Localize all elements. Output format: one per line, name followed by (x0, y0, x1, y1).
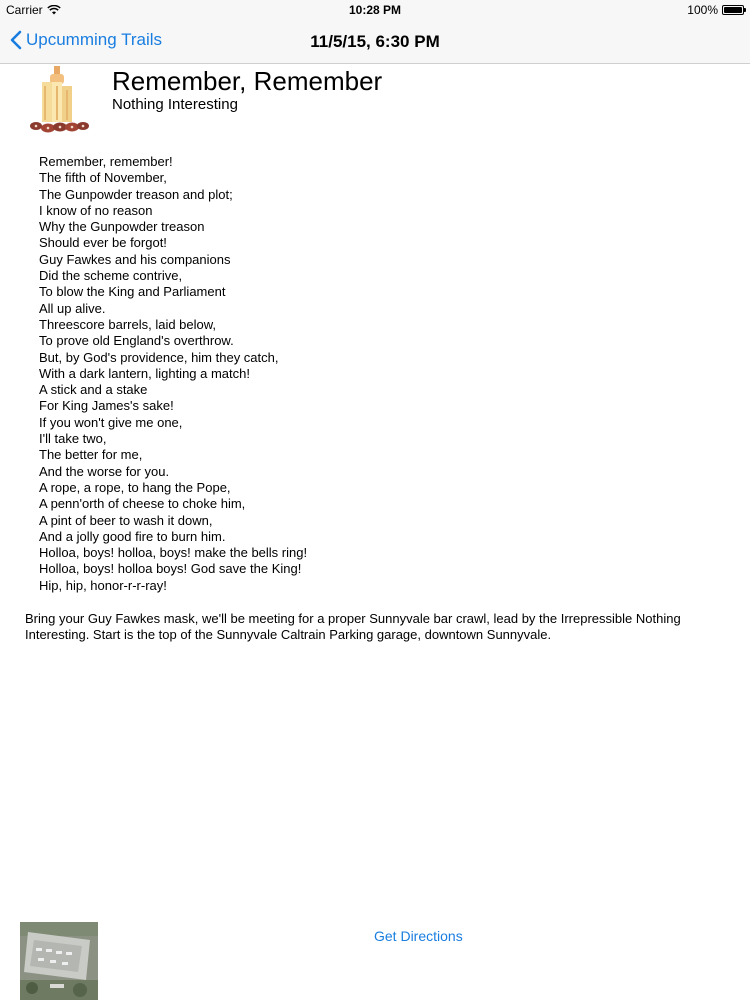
status-bar (0, 0, 750, 20)
poem-line: I know of no reason (39, 202, 153, 218)
get-directions-button[interactable]: Get Directions (374, 928, 463, 944)
poem-line: Did the scheme contrive, (39, 268, 183, 284)
event-thumbnail (26, 66, 92, 138)
poem-line: Holloa, boys! holloa, boys! make the bells ring! (39, 545, 308, 561)
poem-line: To prove old England's overthrow. (39, 333, 234, 349)
poem-line: A penn'orth of cheese to choke him, (39, 496, 246, 512)
poem-line: The better for me, (39, 447, 143, 463)
poem-line: With a dark lantern, lighting a match! (39, 365, 250, 381)
poem-line: A rope, a rope, to hang the Pope, (39, 479, 231, 495)
navigation-bar (0, 20, 750, 64)
poem-line: Threescore barrels, laid below, (39, 316, 217, 332)
poem-line: If you won't give me one, (39, 414, 183, 430)
poem-line: Remember, remember! (39, 154, 173, 169)
event-host: Nothing Interesting (112, 96, 238, 113)
poem-line: To blow the King and Parliament (39, 284, 226, 300)
poem-line: For King James's sake! (39, 398, 174, 414)
map-thumbnail[interactable] (20, 922, 98, 1000)
poem-line: Guy Fawkes and his companions (39, 251, 231, 267)
poem-line: And the worse for you. (39, 463, 170, 479)
poem-line: Holloa, boys! holloa boys! God save the King! (39, 561, 302, 577)
nav-title: 11/5/15, 6:30 PM (310, 32, 440, 51)
poem-line: Should ever be forgot! (39, 235, 167, 251)
poem-line: A pint of beer to wash it down, (39, 512, 213, 528)
poem-line: All up alive. (39, 300, 106, 316)
poem-line: Why the Gunpowder treason (39, 219, 205, 235)
event-title: Remember, Remember (112, 66, 383, 96)
poem-line: The Gunpowder treason and plot; (39, 186, 233, 202)
carrier-label: Carrier (6, 3, 43, 17)
battery-info (687, 3, 744, 17)
poem-line: The fifth of November, (39, 170, 167, 186)
battery-icon (722, 5, 744, 15)
battery-percent: 100% (687, 3, 718, 17)
status-time: 10:28 PM (348, 3, 402, 17)
event-header (26, 66, 726, 140)
poem-line: Hip, hip, honor-r-r-ray! (39, 577, 167, 593)
poem-line: I'll take two, (39, 431, 107, 447)
poem-line: But, by God's providence, him they catch, (39, 349, 279, 365)
poem-line: And a jolly good fire to burn him. (39, 528, 226, 544)
event-poem (39, 154, 639, 594)
back-button-label: Upcumming Trails (26, 30, 163, 49)
poem-line: A stick and a stake (39, 382, 148, 398)
event-description: Bring your Guy Fawkes mask, we'll be meeting for a proper Sunnyvale bar crawl, lead by the Irrepressible Nothing Interesting. Start is the top of the Sunnyvale Caltrain Parking garage, downtown Sunnyvale. (25, 611, 681, 643)
